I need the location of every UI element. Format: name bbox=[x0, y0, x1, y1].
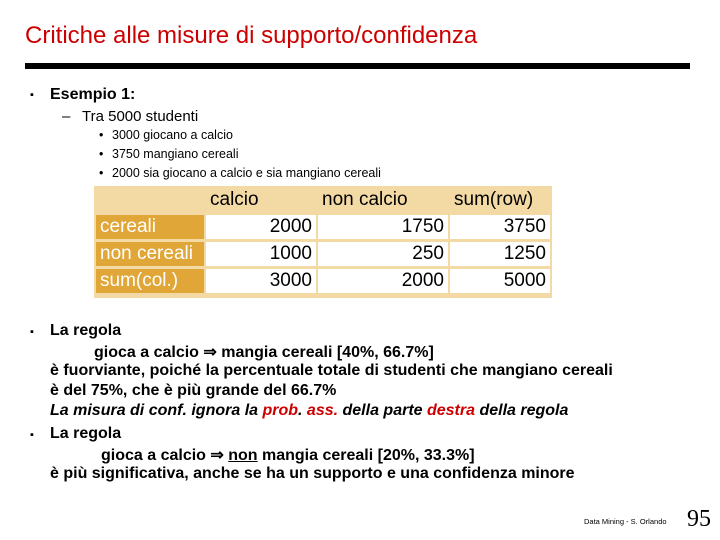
bullet-rule-2: ▪ bbox=[30, 429, 34, 441]
table-cell: 1000 bbox=[206, 242, 316, 266]
table-cell: 3750 bbox=[450, 215, 550, 239]
example-sub: Tra 5000 studenti bbox=[82, 108, 199, 125]
rule2-rule-c: mangia cereali [20%, 33.3%] bbox=[257, 447, 475, 464]
dot-1: • bbox=[99, 128, 104, 142]
bullet-rule-1: ▪ bbox=[30, 326, 34, 338]
header-calcio: calcio bbox=[210, 189, 259, 210]
table-cell: 1250 bbox=[450, 242, 550, 266]
rule1-line5-c: . bbox=[298, 402, 307, 419]
rule2-rule-b: non bbox=[228, 447, 258, 464]
bullet-example: ▪ bbox=[30, 89, 34, 101]
rule1-heading: La regola bbox=[50, 322, 122, 339]
dot-2: • bbox=[99, 147, 104, 161]
rule2-rule bbox=[101, 445, 475, 465]
example-dash: – bbox=[62, 108, 71, 125]
page-number: 95 bbox=[687, 506, 711, 532]
row-label-non-cereali: non cereali bbox=[96, 242, 204, 266]
row-label-sum-col: sum(col.) bbox=[96, 269, 204, 293]
table-cell: 2000 bbox=[318, 269, 448, 293]
header-sum-row: sum(row) bbox=[454, 189, 534, 210]
example-heading: Esempio 1: bbox=[50, 86, 136, 103]
slide-title: Critiche alle misure di supporto/confidenza bbox=[25, 22, 478, 49]
rule1-line5-g: della regola bbox=[475, 402, 569, 419]
rule1-line5-a: La misura di conf. ignora la bbox=[50, 402, 263, 419]
rule2-rule-a: gioca a calcio ⇒ bbox=[101, 447, 229, 464]
table-cell: 250 bbox=[318, 242, 448, 266]
row-label-cereali: cereali bbox=[96, 215, 204, 239]
rule1-rule: gioca a calcio ⇒ mangia cereali [40%, 66.7%] bbox=[94, 344, 434, 361]
contingency-table bbox=[94, 186, 552, 298]
rule2-heading: La regola bbox=[50, 425, 122, 442]
rule1-line-4: è del 75%, che è più grande del 66.7% bbox=[50, 382, 337, 399]
table-cell: 2000 bbox=[206, 215, 316, 239]
example-item-2: 3750 mangiano cereali bbox=[112, 147, 239, 161]
rule1-line5-d: ass. bbox=[306, 402, 339, 419]
footer-text: Data Mining - S. Orlando bbox=[584, 517, 667, 526]
dot-3: • bbox=[99, 166, 104, 180]
table-cell: 3000 bbox=[206, 269, 316, 293]
table-cell: 5000 bbox=[450, 269, 550, 293]
rule1-line5-e: della parte bbox=[338, 402, 427, 419]
rule1-line5-f: destra bbox=[426, 402, 476, 419]
rule1-line-5 bbox=[50, 402, 568, 420]
title-rule bbox=[25, 63, 690, 69]
example-item-1: 3000 giocano a calcio bbox=[112, 128, 233, 142]
example-item-3: 2000 sia giocano a calcio e sia mangiano cereali bbox=[112, 166, 381, 180]
rule1-line-3: è fuorviante, poiché la percentuale totale di studenti che mangiano cereali bbox=[50, 362, 613, 379]
table-cell: 1750 bbox=[318, 215, 448, 239]
header-non-calcio: non calcio bbox=[322, 189, 408, 210]
rule2-line-3: è più significativa, anche se ha un supporto e una confidenza minore bbox=[50, 465, 575, 482]
rule1-line5-b: prob bbox=[262, 402, 299, 419]
